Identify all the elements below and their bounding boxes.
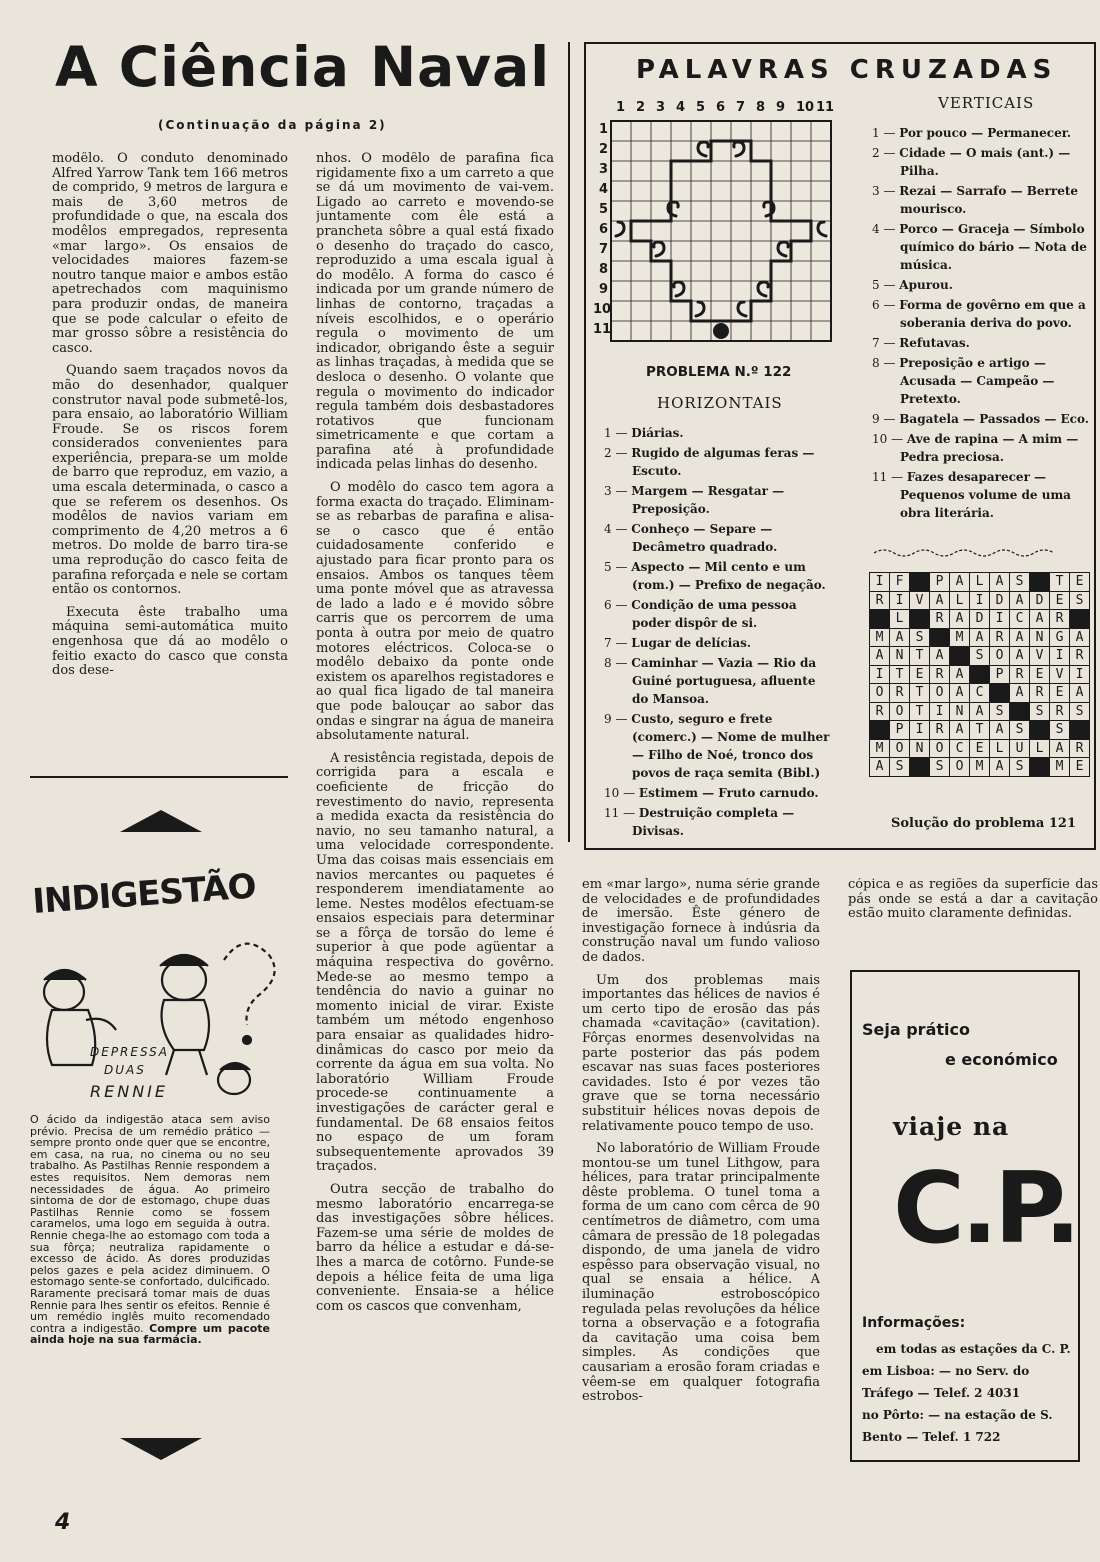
clue-item: 2 — Cidade — O mais (ant.) — Pilha. <box>872 146 1071 178</box>
solution-cell: R <box>990 628 1010 647</box>
solution-cell: L <box>1030 739 1050 758</box>
row-number: 2 <box>599 142 609 157</box>
solution-cell: L <box>950 591 970 610</box>
solution-cell: E <box>1070 758 1090 777</box>
solution-row <box>870 684 1090 703</box>
row-number: 6 <box>599 222 609 237</box>
solution-row <box>870 739 1090 758</box>
solution-cell: M <box>870 628 890 647</box>
clue-item: 5 — Aspecto — Mil cento e um (rom.) — Prefixo de negação. <box>604 560 826 592</box>
solution-cell: A <box>950 573 970 592</box>
article-subtitle: (Continuação da página 2) <box>158 118 387 132</box>
solution-cell: A <box>1030 610 1050 629</box>
solution-black-cell <box>910 573 930 592</box>
cp-line-1: Seja prático <box>862 1020 970 1039</box>
article-paragraph: nhos. O modêlo de parafina fica rigidamente fixo a um carreto a que se dá um movimento de vai-vem. Ligado ao carreto e movendo-se juntamente com êle está a prancheta sôbre a qual está fixado o desenho do traçado do casco, reproduzido a uma escala igual à do modêlo. A forma do casco é indicada por um grande número de linhas de contorno, traçadas a níveis escolhidos, e o operário regula o movimento de um indicador, obrigando êste a seguir as linhas traçadas, à medida que se desloca o desenho. O volante que regula o movimento do indicador regula também dois desbastadores rotativos que funcionam simetricamente e que cortam a parafina até à profundidade indicada pelas linhas do desenho. <box>316 152 554 473</box>
solution-cell: A <box>990 758 1010 777</box>
solution-black-cell <box>970 665 990 684</box>
article-paragraph: em «mar largo», numa série grande de velocidades e de profundidades de imersão. Êste género de investigação fornece à indúsria da construção naval um fundo valioso de dados. <box>582 878 820 965</box>
solution-cell: A <box>950 684 970 703</box>
solution-cell: D <box>990 591 1010 610</box>
clue-item: 11 — Fazes desaparecer — Pequenos volume de uma obra literária. <box>872 470 1071 520</box>
row-number: 10 <box>593 302 612 317</box>
solution-cell: S <box>1030 702 1050 721</box>
article-paragraph: Um dos problemas mais importantes das hélices de navios é um certo tipo de erosão das pás chamada «cavitação» (cavitation). Fôrças enormes desenvolvidas na parte posterior das pás podem escavar nas suas faces posteriores cavidades. Isto é por vezes tão grave que se torna necessário substituir hélices novas depois de relativamente pouco tempo de uso. <box>582 972 820 1134</box>
problem-label: PROBLEMA N.º 122 <box>646 364 792 380</box>
clue-item: 4 — Porco — Graceja — Símbolo químico do bário — Nota de música. <box>872 222 1087 272</box>
col-number: 5 <box>696 100 706 115</box>
clue-item: 8 — Caminhar — Vazia — Rio da Guiné portuguesa, afluente do Mansoa. <box>604 656 817 706</box>
col-number: 8 <box>756 100 766 115</box>
col-number: 6 <box>716 100 726 115</box>
crossword-grid <box>610 120 836 346</box>
row-number: 9 <box>599 282 609 297</box>
solution-cell: P <box>990 665 1010 684</box>
solution-cell: F <box>890 573 910 592</box>
solution-row <box>870 647 1090 666</box>
solution-cell: S <box>1070 591 1090 610</box>
solution-cell: I <box>870 573 890 592</box>
solution-cell: A <box>1070 628 1090 647</box>
solution-cell: N <box>1030 628 1050 647</box>
solution-cell: E <box>1050 684 1070 703</box>
clue-item: 6 — Forma de govêrno em que a soberania deriva do povo. <box>872 298 1086 330</box>
solution-cell: A <box>1070 684 1090 703</box>
solution-cell: T <box>1050 573 1070 592</box>
solution-cell: V <box>1030 647 1050 666</box>
solution-cell: A <box>930 591 950 610</box>
article-column-1 <box>52 152 288 752</box>
cartoon-illustration <box>34 920 284 1100</box>
solution-cell: A <box>1010 647 1030 666</box>
solution-cell: O <box>990 647 1010 666</box>
solution-cell: A <box>990 721 1010 740</box>
solution-row <box>870 702 1090 721</box>
solution-cell: I <box>870 665 890 684</box>
ad-slogan-3: RENNIE <box>90 1082 168 1101</box>
clue-item: 10 — Ave de rapina — A mim — Pedra preciosa. <box>872 432 1079 464</box>
solution-cell: O <box>930 739 950 758</box>
solution-cell: U <box>1010 739 1030 758</box>
solution-black-cell <box>990 684 1010 703</box>
cp-info-1: em todas as estações da C. P. <box>876 1342 1071 1356</box>
solution-cell: I <box>970 591 990 610</box>
solution-cell: L <box>970 573 990 592</box>
solution-cell: R <box>930 610 950 629</box>
clue-item: 11 — Destruição completa — Divisas. <box>604 806 795 838</box>
ad-top-rule <box>30 776 288 778</box>
article-paragraph: Outra secção de trabalho do mesmo laboratório encarrega-se das investigações sôbre hélices. Fazem-se uma série de moldes de barro da hélice a estudar e dá-se-lhes a marca de cotôrno. Funde-se depois a hélice feita de uma liga conveniente. Ensaia-se a hélice com os cascos que convenham, <box>316 1181 554 1314</box>
solution-black-cell <box>1030 573 1050 592</box>
solution-cell: E <box>1050 591 1070 610</box>
solution-black-cell <box>1070 721 1090 740</box>
solution-cell: M <box>1050 758 1070 777</box>
solution-cell: L <box>890 610 910 629</box>
clue-item: 7 — Lugar de delícias. <box>604 636 752 650</box>
solution-cell: M <box>970 758 990 777</box>
cp-line-3: viaje na <box>893 1112 1010 1141</box>
solution-cell: A <box>970 702 990 721</box>
solution-cell: N <box>890 647 910 666</box>
clue-item: 7 — Refutavas. <box>872 336 970 350</box>
vertical-clues <box>872 124 1094 524</box>
solution-cell: A <box>970 628 990 647</box>
solution-cell: G <box>1050 628 1070 647</box>
article-paragraph: No laboratório de William Froude montou-se um tunel Lithgow, para hélices, para tratar principalmente dêste problema. O tunel toma a forma de um cano com cêrca de 90 centímetros de diâmetro, com uma câmara de pressão de 18 polegadas dispondo, de uma janela de vidro espêsso para observação visual, no qual se ensaia a hélice. A iluminação estroboscópico regulada pelas revoluções da hélice torna a observação e a fotografia da cavitação uma coisa bem simples. As condições que causariam a erosão foram criadas e vêem-se em qualquer fotografia estrobos- <box>582 1141 820 1405</box>
solution-black-cell <box>1030 721 1050 740</box>
article-paragraph: Quando saem traçados novos da mão do desenhador, qualquer construtor naval pode submetê-los, para ensaio, ao laboratório William Froude. Se os riscos forem considerados convenientes para experiência, prepara-se um molde de barro que reproduz, em vazio, a uma escala determinada, o casco a que se referem os desenhos. Os modêlos de navios variam em comprimento de 4,20 metros a 6 metros. Do molde de barro tira-se uma reprodução do casco feita de parafina reforçada e nele se cortam então os contornos. <box>52 363 288 598</box>
solution-cell: S <box>910 628 930 647</box>
solution-black-cell <box>870 721 890 740</box>
solution-black-cell <box>950 647 970 666</box>
solution-cell: T <box>910 684 930 703</box>
solution-cell: I <box>930 702 950 721</box>
solution-black-cell <box>1070 610 1090 629</box>
solution-row <box>870 573 1090 592</box>
col-number: 7 <box>736 100 746 115</box>
solution-row <box>870 628 1090 647</box>
ad-body-text <box>30 1114 270 1346</box>
solution-cell: R <box>1070 739 1090 758</box>
article-column-3 <box>582 878 820 1493</box>
crossword-heading: PALAVRAS CRUZADAS <box>636 55 1058 85</box>
solution-cell: C <box>970 684 990 703</box>
solution-cell: N <box>950 702 970 721</box>
solution-cell: E <box>1070 573 1090 592</box>
solution-cell: S <box>890 758 910 777</box>
horizontal-clues <box>604 424 836 842</box>
clue-item: 1 — Diárias. <box>604 426 684 440</box>
article-paragraph: Executa êste trabalho uma máquina semi-automática muito engenhosa que dá ao modêlo o feitio exacto do casco que consta dos dese- <box>52 604 288 679</box>
solution-cell: A <box>1010 684 1030 703</box>
solution-row <box>870 610 1090 629</box>
row-number: 8 <box>599 262 609 277</box>
clue-item: 8 — Preposição e artigo — Acusada — Campeão — Pretexto. <box>872 356 1055 406</box>
cp-logo: C.P. <box>893 1152 1078 1266</box>
solution-cell: A <box>930 647 950 666</box>
solution-cell: S <box>1010 758 1030 777</box>
solution-cell: I <box>1050 647 1070 666</box>
solution-grid <box>869 572 1090 777</box>
ad-cta: Compre um pacote ainda hoje na sua farmácia. <box>30 1321 270 1347</box>
solution-cell: S <box>990 702 1010 721</box>
solution-cell: A <box>1010 628 1030 647</box>
solution-cell: A <box>950 610 970 629</box>
solution-cell: A <box>950 721 970 740</box>
solution-cell: S <box>970 647 990 666</box>
solution-cell: R <box>930 665 950 684</box>
solution-row <box>870 721 1090 740</box>
solution-cell: T <box>970 721 990 740</box>
article-paragraph: O modêlo do casco tem agora a forma exacta do traçado. Eliminam-se as rebarbas de parafina e alisa-se o casco que é então cuidadosamente conferido e ajustado para ficar pronto para os ensaios. Ambos os tanques têem uma ponte móvel que as atravessa de lado a lado e é movido sôbre carris que os percorrem de uma ponta à outra por meio de quatro motores eléctricos. Coloca-se o modêlo debaixo da ponte onde existem os aparelhos registadores e ao qual fica ligado de tal maneira que pode balouçar ao sabor das ondas e singrar na água de maneira absolutamente natural. <box>316 480 554 744</box>
solution-cell: I <box>890 591 910 610</box>
solution-cell: D <box>1030 591 1050 610</box>
solution-cell: S <box>1010 721 1030 740</box>
solution-row <box>870 591 1090 610</box>
article-column-2 <box>316 152 554 1492</box>
page-number: 4 <box>55 1510 71 1535</box>
solution-cell: E <box>970 739 990 758</box>
clue-item: 5 — Apurou. <box>872 278 953 292</box>
solution-cell: R <box>1010 665 1030 684</box>
solution-cell: R <box>890 684 910 703</box>
solution-cell: O <box>930 684 950 703</box>
solution-cell: N <box>910 739 930 758</box>
solution-row <box>870 665 1090 684</box>
col-number: 4 <box>676 100 686 115</box>
row-number: 5 <box>599 202 609 217</box>
solution-cell: R <box>930 721 950 740</box>
solution-cell: S <box>930 758 950 777</box>
clue-item: 9 — Custo, seguro e frete (comerc.) — Nome de mulher — Filho de Noé, tronco dos povos de raça semita (Bibl.) <box>604 712 830 780</box>
row-number: 11 <box>593 322 612 337</box>
column-divider <box>568 42 570 842</box>
solution-cell: S <box>1010 573 1030 592</box>
verticais-label: VERTICAIS <box>938 94 1035 112</box>
clue-item: 1 — Por pouco — Permanecer. <box>872 126 1072 140</box>
solution-cell: E <box>910 665 930 684</box>
solution-cell: S <box>1050 721 1070 740</box>
clue-item: 3 — Margem — Resgatar — Preposição. <box>604 484 785 516</box>
ad-headline: INDIGESTÃO <box>31 866 257 922</box>
solution-cell: R <box>1050 702 1070 721</box>
ad-slogan-1: DEPRESSA <box>90 1045 169 1059</box>
clue-item: 6 — Condição de uma pessoa poder dispôr de si. <box>604 598 797 630</box>
solution-row <box>870 758 1090 777</box>
ad-slogan-2: DUAS <box>104 1063 146 1077</box>
cp-info-2: em Lisboa: — no Serv. do Tráfego — Telef. 2 4031 <box>862 1364 1030 1400</box>
cp-info-label: Informações: <box>862 1315 966 1331</box>
horizontais-label: HORIZONTAIS <box>657 394 783 412</box>
solution-cell: A <box>990 573 1010 592</box>
solution-cell: A <box>1050 739 1070 758</box>
arrow-down-icon <box>116 1436 206 1462</box>
solution-black-cell <box>1010 702 1030 721</box>
solution-label: Solução do problema 121 <box>891 816 1077 831</box>
solution-cell: R <box>1070 647 1090 666</box>
article-paragraph: modêlo. O conduto denominado Alfred Yarrow Tank tem 166 metros de comprido, 9 metros de largura e mais de 3,60 metros de profundidade o que, na escala dos modêlos empregados, representa «mar largo». Os ensaios de velocidades maiores fazem-se noutro tanque maior e ambos estão apetrechados com maquinismo para produzir ondas, de maneira que se pode calcular o efeito de mar grosso sôbre a resistência do casco. <box>52 152 288 356</box>
solution-black-cell <box>930 628 950 647</box>
solution-cell: T <box>910 702 930 721</box>
ornament-squiggle <box>872 545 1072 559</box>
solution-cell: P <box>890 721 910 740</box>
solution-cell: E <box>1030 665 1050 684</box>
solution-cell: I <box>910 721 930 740</box>
article-paragraph: A resistência registada, depois de corrigida para a escala e coeficiente de fricção do revestimento do navio, representa a medida exacta da resistência do navio, no seu tamanho natural, a uma velocidade correspondente. Uma das coisas mais essenciais em navios mercantes ou paquetes é responderem imendiatamente ao leme. Nestes modêlos efectuam-se ensaios especiais para determinar se a fôrça de torsão do leme é superior à que pode agüentar a máquina respectiva do govêrno. Mede-se ao mesmo tempo a tendência do navio a guinar no momento inicial de virar. Existe também um método engenhoso para ensaiar as qualidades hidro-dinâmicas do casco por meio da corrente da água em sua volta. No laboratório William Froude procede-se continuamente a investigações de carácter geral e fundamental. De 68 ensaios feitos no espaço de um foram subsequentemente aprovados 39 traçados. <box>316 750 554 1175</box>
row-number: 7 <box>599 242 609 257</box>
clue-item: 10 — Estimem — Fruto carnudo. <box>604 786 819 800</box>
solution-cell: C <box>1010 610 1030 629</box>
row-number: 3 <box>599 162 609 177</box>
solution-cell: S <box>1070 702 1090 721</box>
solution-cell: V <box>910 591 930 610</box>
row-number: 4 <box>599 182 609 197</box>
clue-item: 3 — Rezai — Sarrafo — Berrete mourisco. <box>872 184 1079 216</box>
solution-cell: M <box>950 628 970 647</box>
solution-cell: R <box>1050 610 1070 629</box>
solution-cell: I <box>990 610 1010 629</box>
col-number: 1 <box>616 100 626 115</box>
solution-cell: M <box>870 739 890 758</box>
arrow-up-icon <box>116 808 206 834</box>
solution-cell: L <box>990 739 1010 758</box>
solution-black-cell <box>1030 758 1050 777</box>
solution-cell: R <box>870 591 890 610</box>
solution-cell: A <box>950 665 970 684</box>
solution-black-cell <box>910 610 930 629</box>
solution-cell: D <box>970 610 990 629</box>
cp-line-2: e económico <box>945 1050 1058 1069</box>
solution-cell: C <box>950 739 970 758</box>
solution-cell: I <box>1070 665 1090 684</box>
solution-cell: A <box>1010 591 1030 610</box>
article-title: A Ciência Naval <box>55 35 551 99</box>
col-number: 3 <box>656 100 666 115</box>
ad-body: O ácido da indigestão ataca sem aviso prévio. Precisa de um remédio prático — sempre pronto onde quer que se encontre, em casa, na rua, no cinema ou no seu trabalho. As Pastilhas Rennie respondem a estes requisitos. Nem demoras nem necessidades de água. Ao primeiro sintoma de dor de estomago, chupe duas Pastilhas Rennie como se fossem caramelos, uma logo em seguida à outra. Rennie chega-lhe ao estomago com toda a sua fôrça; neutraliza rapidamente o excesso de ácido. As dores produzidas pelos gazes e pela acidez diminuem. O estomago sente-se confortado, dulcificado. Raramente precisará tomar mais de duas Rennie para lhes sentir os efeitos. Rennie é um remédio inglês muito recomendado contra a indigestão. <box>30 1113 270 1335</box>
solution-cell: O <box>950 758 970 777</box>
clue-item: 2 — Rugido de algumas feras — Escuto. <box>604 446 815 478</box>
solution-black-cell <box>910 758 930 777</box>
solution-cell: O <box>870 684 890 703</box>
solution-cell: T <box>890 665 910 684</box>
col-number: 11 <box>816 100 835 115</box>
crossword-column-numbers <box>616 100 836 120</box>
row-number: 1 <box>599 122 609 137</box>
solution-black-cell <box>870 610 890 629</box>
col-number: 2 <box>636 100 646 115</box>
solution-cell: O <box>890 739 910 758</box>
clue-item: 4 — Conheço — Separe — Decâmetro quadrado. <box>604 522 778 554</box>
solution-cell: R <box>870 702 890 721</box>
solution-cell: A <box>870 758 890 777</box>
solution-cell: T <box>910 647 930 666</box>
clue-item: 9 — Bagatela — Passados — Eco. <box>872 412 1089 426</box>
solution-cell: O <box>890 702 910 721</box>
solution-cell: A <box>890 628 910 647</box>
solution-cell: P <box>930 573 950 592</box>
article-column-4 <box>848 878 1098 958</box>
solution-cell: A <box>870 647 890 666</box>
article-paragraph: cópica e as regiões da superfície das pás onde se está a dar a cavitação estão muito claramente definidas. <box>848 878 1098 922</box>
crossword-row-numbers <box>593 122 611 344</box>
solution-cell: R <box>1030 684 1050 703</box>
cp-info-3: no Pôrto: — na estação de S. Bento — Telef. 1 722 <box>862 1408 1053 1444</box>
solution-cell: V <box>1050 665 1070 684</box>
col-number: 10 <box>796 100 815 115</box>
col-number: 9 <box>776 100 786 115</box>
